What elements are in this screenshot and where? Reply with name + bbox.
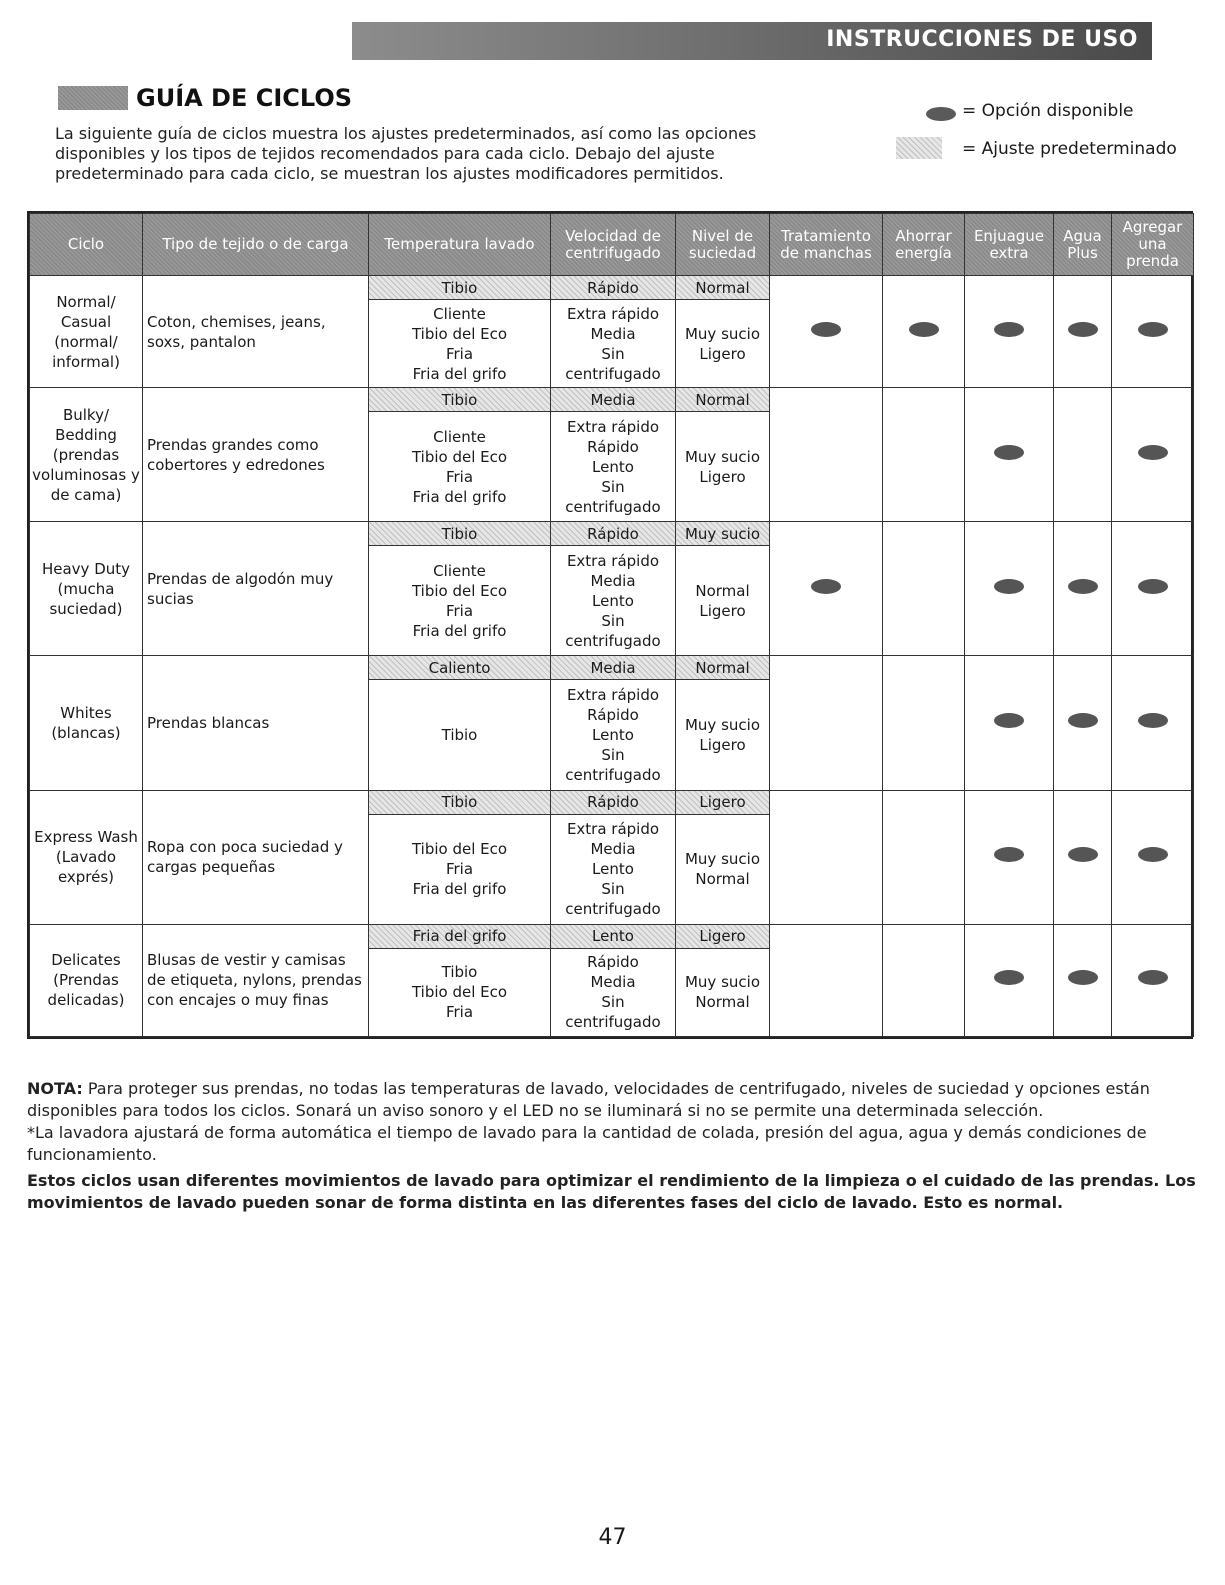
bold-note: Estos ciclos usan diferentes movimientos de lavado para optimizar el rendimiento de la limpieza o el cuidado de las prendas. Los movimientos de lavado pueden sonar de forma distinta en las diferentes fases del ciclo de lavado. Esto es normal. <box>27 1171 1196 1212</box>
header-spin: Velocidad de centrifugado <box>551 214 676 276</box>
header-soil: Nivel de suciedad <box>676 214 770 276</box>
available-dot-icon <box>1068 579 1098 594</box>
default-swatch-icon <box>896 137 942 159</box>
temperature-options: Tibio del Eco Fria Fria del grifo <box>369 814 551 924</box>
option-stain-treatment <box>770 924 883 1036</box>
fabric-type: Blusas de vestir y camisas de etiqueta, nylons, prendas con encajes o muy finas <box>143 924 369 1036</box>
header-extra-rinse: Enjuague extra <box>965 214 1054 276</box>
option-stain-treatment <box>770 656 883 790</box>
fabric-type: Ropa con poca suciedad y cargas pequeñas <box>143 790 369 924</box>
available-dot-icon <box>1138 847 1168 862</box>
available-dot-icon <box>1068 713 1098 728</box>
page-number: 47 <box>598 1525 627 1550</box>
header-eco: Ahorrar energía <box>883 214 965 276</box>
spin-default: Media <box>551 656 676 680</box>
header-fabric: Tipo de tejido o de carga <box>143 214 369 276</box>
available-dot-icon <box>909 322 939 337</box>
available-dot-icon <box>926 107 956 121</box>
cycle-name: Bulky/ Bedding (prendas voluminosas y de cama) <box>30 388 143 522</box>
note-text: Para proteger sus prendas, no todas las temperaturas de lavado, velocidades de centrifugado, niveles de suciedad y opciones están disponibles para todos los ciclos. Sonará un aviso sonoro y el LED no se iluminará si no se permite una determinada selección. <box>27 1079 1150 1120</box>
cycle-name: Normal/ Casual (normal/ informal) <box>30 276 143 388</box>
spin-options: Extra rápido Media Lento Sin centrifugado <box>551 546 676 656</box>
option-stain-treatment <box>770 790 883 924</box>
option-add-garment <box>1112 522 1194 656</box>
temperature-options: Cliente Tibio del Eco Fria Fria del grifo <box>369 546 551 656</box>
cycle-default-row <box>30 924 1194 948</box>
available-dot-icon <box>811 322 841 337</box>
available-dot-icon <box>1138 322 1168 337</box>
option-water-plus <box>1054 924 1112 1036</box>
soil-options: Muy sucio Ligero <box>676 680 770 790</box>
available-dot-icon <box>811 579 841 594</box>
intro-text: La siguiente guía de ciclos muestra los ajustes predeterminados, así como las opciones disponibles y los tipos de tejidos recomendados para cada ciclo. Debajo del ajuste predeterminado para cada ciclo, se muestran los ajustes modificadores permitidos. <box>55 124 757 183</box>
spin-options: Extra rápido Rápido Lento Sin centrifugado <box>551 680 676 790</box>
option-water-plus <box>1054 388 1112 522</box>
option-add-garment <box>1112 656 1194 790</box>
fabric-type: Coton, chemises, jeans, soxs, pantalon <box>143 276 369 388</box>
temperature-options: Tibio <box>369 680 551 790</box>
available-dot-icon <box>994 579 1024 594</box>
legend-available-label: = Opción disponible <box>962 101 1134 121</box>
option-save-energy <box>883 924 965 1036</box>
option-save-energy <box>883 790 965 924</box>
option-water-plus <box>1054 522 1112 656</box>
spin-default: Rápido <box>551 790 676 814</box>
option-stain-treatment <box>770 276 883 388</box>
spin-default: Rápido <box>551 522 676 546</box>
option-add-garment <box>1112 276 1194 388</box>
spin-options: Extra rápido Media Lento Sin centrifugado <box>551 814 676 924</box>
available-dot-icon <box>994 847 1024 862</box>
cycle-name: Delicates (Prendas delicadas) <box>30 924 143 1036</box>
note-label: NOTA: <box>27 1079 83 1098</box>
option-save-energy <box>883 656 965 790</box>
spin-options: Extra rápido Media Sin centrifugado <box>551 300 676 388</box>
available-dot-icon <box>994 445 1024 460</box>
available-dot-icon <box>1068 322 1098 337</box>
spin-default: Rápido <box>551 276 676 300</box>
option-save-energy <box>883 388 965 522</box>
soil-options: Muy sucio Ligero <box>676 412 770 522</box>
header-add-garment: Agregar una prenda <box>1112 214 1194 276</box>
option-add-garment <box>1112 388 1194 522</box>
soil-options: Muy sucio Normal <box>676 948 770 1036</box>
option-add-garment <box>1112 924 1194 1036</box>
option-water-plus <box>1054 656 1112 790</box>
option-save-energy <box>883 276 965 388</box>
spin-options: Extra rápido Rápido Lento Sin centrifugado <box>551 412 676 522</box>
temperature-default: Caliento <box>369 656 551 680</box>
cycle-default-row <box>30 522 1194 546</box>
cycle-name: Express Wash (Lavado exprés) <box>30 790 143 924</box>
soil-default: Normal <box>676 276 770 300</box>
cycle-default-row <box>30 388 1194 412</box>
available-dot-icon <box>1138 713 1168 728</box>
option-extra-rinse <box>965 924 1054 1036</box>
available-dot-icon <box>1068 847 1098 862</box>
temperature-options: Cliente Tibio del Eco Fria Fria del grifo <box>369 300 551 388</box>
available-dot-icon <box>1138 579 1168 594</box>
soil-default: Muy sucio <box>676 522 770 546</box>
option-stain-treatment <box>770 388 883 522</box>
fabric-type: Prendas grandes como cobertores y edredones <box>143 388 369 522</box>
cycle-default-row <box>30 276 1194 300</box>
option-extra-rinse <box>965 656 1054 790</box>
header-stain: Tratamiento de manchas <box>770 214 883 276</box>
notes <box>27 1078 1197 1214</box>
option-extra-rinse <box>965 276 1054 388</box>
option-water-plus <box>1054 790 1112 924</box>
header-cycle: Ciclo <box>30 214 143 276</box>
cycle-guide-table <box>27 211 1193 1039</box>
available-dot-icon <box>1138 970 1168 985</box>
option-extra-rinse <box>965 790 1054 924</box>
page-title: GUÍA DE CICLOS <box>136 84 352 112</box>
fabric-type: Prendas de algodón muy sucias <box>143 522 369 656</box>
temperature-default: Tibio <box>369 388 551 412</box>
temperature-default: Tibio <box>369 522 551 546</box>
temperature-default: Tibio <box>369 790 551 814</box>
legend-default-label: = Ajuste predeterminado <box>962 139 1177 159</box>
cycle-default-row <box>30 790 1194 814</box>
cycle-default-row <box>30 656 1194 680</box>
spin-default: Lento <box>551 924 676 948</box>
available-dot-icon <box>994 970 1024 985</box>
available-dot-icon <box>994 322 1024 337</box>
option-water-plus <box>1054 276 1112 388</box>
temperature-default: Fria del grifo <box>369 924 551 948</box>
available-dot-icon <box>1068 970 1098 985</box>
soil-default: Ligero <box>676 790 770 814</box>
temperature-options: Cliente Tibio del Eco Fria Fria del grifo <box>369 412 551 522</box>
option-save-energy <box>883 522 965 656</box>
spin-default: Media <box>551 388 676 412</box>
soil-options: Normal Ligero <box>676 546 770 656</box>
option-extra-rinse <box>965 388 1054 522</box>
title-marker <box>58 86 128 110</box>
spin-options: Rápido Media Sin centrifugado <box>551 948 676 1036</box>
cycle-name: Whites (blancas) <box>30 656 143 790</box>
cycle-name: Heavy Duty (mucha suciedad) <box>30 522 143 656</box>
section-banner-label: INSTRUCCIONES DE USO <box>826 27 1138 52</box>
soil-options: Muy sucio Ligero <box>676 300 770 388</box>
option-add-garment <box>1112 790 1194 924</box>
header-temperature: Temperatura lavado <box>369 214 551 276</box>
soil-default: Normal <box>676 656 770 680</box>
soil-options: Muy sucio Normal <box>676 814 770 924</box>
option-stain-treatment <box>770 522 883 656</box>
table-header-row <box>30 214 1194 276</box>
option-extra-rinse <box>965 522 1054 656</box>
header-water-plus: Agua Plus <box>1054 214 1112 276</box>
note-paragraph <box>27 1078 1197 1122</box>
fabric-type: Prendas blancas <box>143 656 369 790</box>
soil-default: Ligero <box>676 924 770 948</box>
available-dot-icon <box>994 713 1024 728</box>
auto-note: *La lavadora ajustará de forma automática el tiempo de lavado para la cantidad de colada, presión del agua, agua y demás condiciones de funcionamiento. <box>27 1123 1147 1164</box>
available-dot-icon <box>1138 445 1168 460</box>
temperature-default: Tibio <box>369 276 551 300</box>
temperature-options: Tibio Tibio del Eco Fria <box>369 948 551 1036</box>
soil-default: Normal <box>676 388 770 412</box>
section-banner <box>352 22 1152 60</box>
